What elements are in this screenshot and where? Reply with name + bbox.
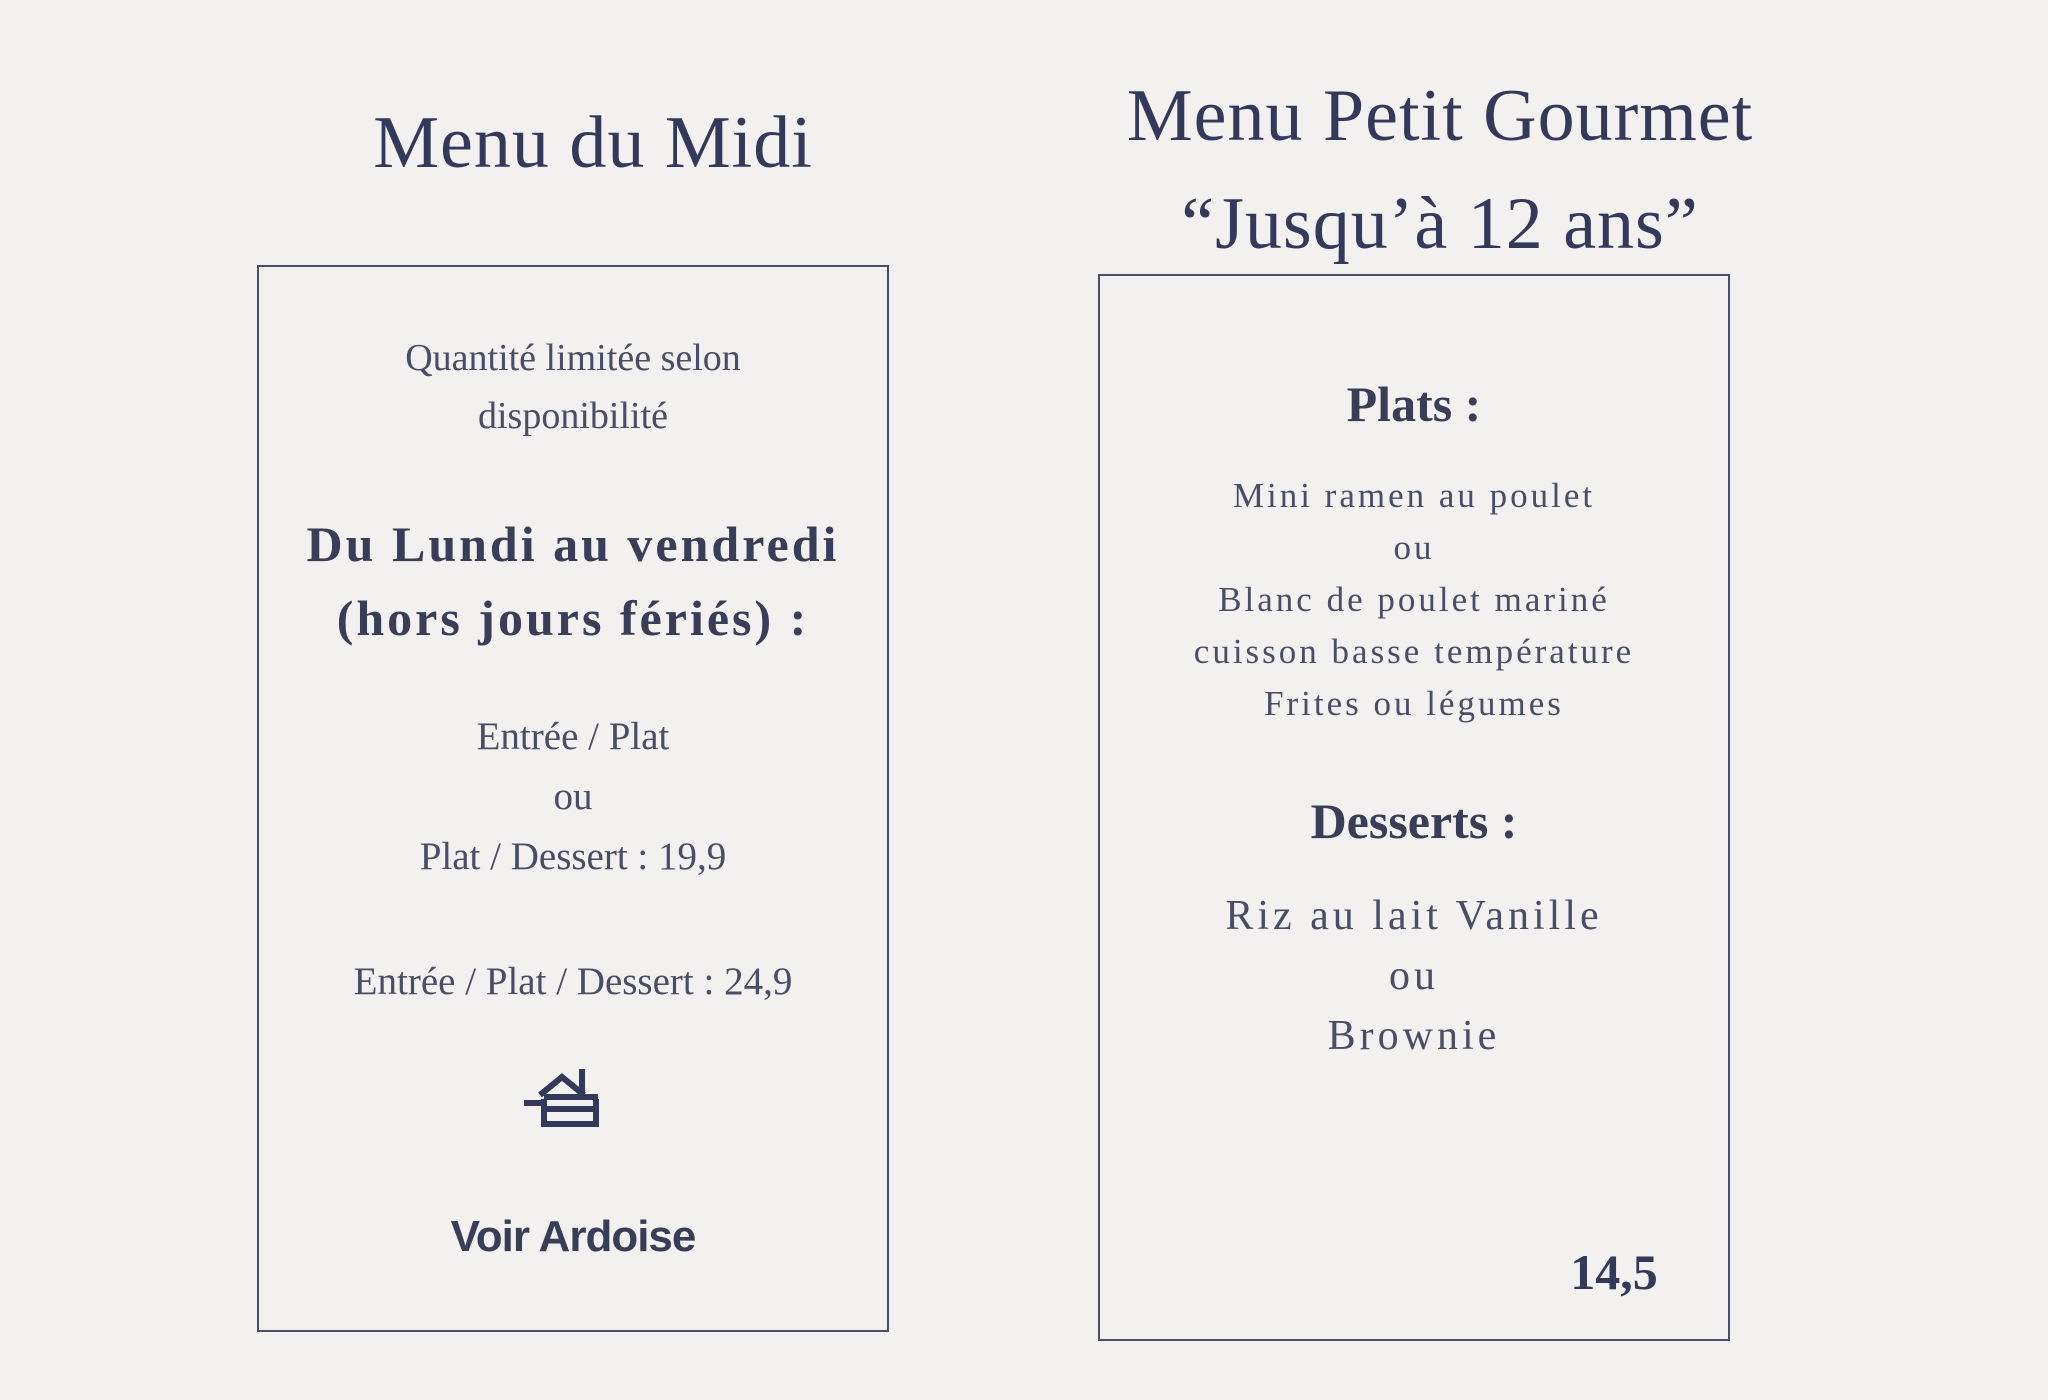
plats-heading: Plats :: [1346, 376, 1482, 432]
menu-price: 14,5: [1570, 1244, 1658, 1300]
formula-two-courses: Entrée / Plat ou Plat / Dessert : 19,9: [419, 715, 727, 878]
plats-list: Mini ramen au poulet ou Blanc de poulet mariné cuisson basse température Frites ou légumes: [1193, 476, 1635, 723]
menu-petit-gourmet-title: Menu Petit Gourmet “Jusqu’à 12 ans”: [1126, 75, 1754, 265]
menu-midi-card: [257, 265, 889, 1332]
menu-petit-gourmet-card: [1098, 274, 1730, 1341]
availability-note: Quantité limitée selon disponibilité: [405, 337, 741, 437]
desserts-heading: Desserts :: [1310, 793, 1518, 849]
formula-three-courses: Entrée / Plat / Dessert : 24,9: [353, 960, 793, 1003]
house-icon: [522, 1063, 602, 1127]
days-heading: Du Lundi au vendredi (hors jours fériés) :: [306, 516, 840, 646]
menu-midi-title: Menu du Midi: [373, 102, 813, 184]
desserts-list: Riz au lait Vanille ou Brownie: [1225, 893, 1603, 1059]
voir-ardoise-label: Voir Ardoise: [450, 1212, 696, 1261]
